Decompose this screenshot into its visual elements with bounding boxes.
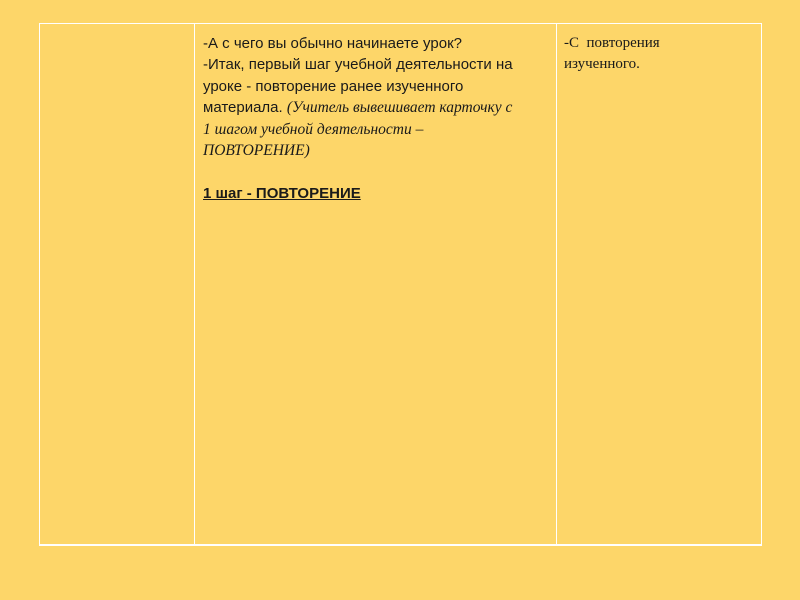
teacher-text-line-3: уроке - повторение ранее изученного: [203, 77, 464, 95]
teacher-text-line-2: -Итак, первый шаг учебной деятельности на: [203, 56, 513, 74]
student-answer-line-1: -С повторения: [564, 35, 660, 51]
student-answer-line-2: изученного.: [564, 56, 640, 73]
student-activity-cell: [557, 24, 761, 544]
lesson-table: [39, 23, 762, 546]
teacher-activity-cell: [195, 24, 556, 544]
teacher-text-line-4: [203, 97, 548, 118]
teacher-question-line: -А с чего вы обычно начинаете урок?: [203, 35, 462, 52]
blank-line: [203, 161, 548, 182]
teacher-text-line-4-regular: материала.: [203, 99, 287, 117]
teacher-remark-line-5: 1 шагом учебной деятельности –: [203, 120, 424, 138]
step-label: 1 шаг - ПОВТОРЕНИЕ: [203, 184, 361, 202]
teacher-remark-line-6: ПОВТОРЕНИЕ): [203, 142, 310, 160]
teacher-remark-line-4: (Учитель вывешивает карточку с: [286, 99, 513, 117]
